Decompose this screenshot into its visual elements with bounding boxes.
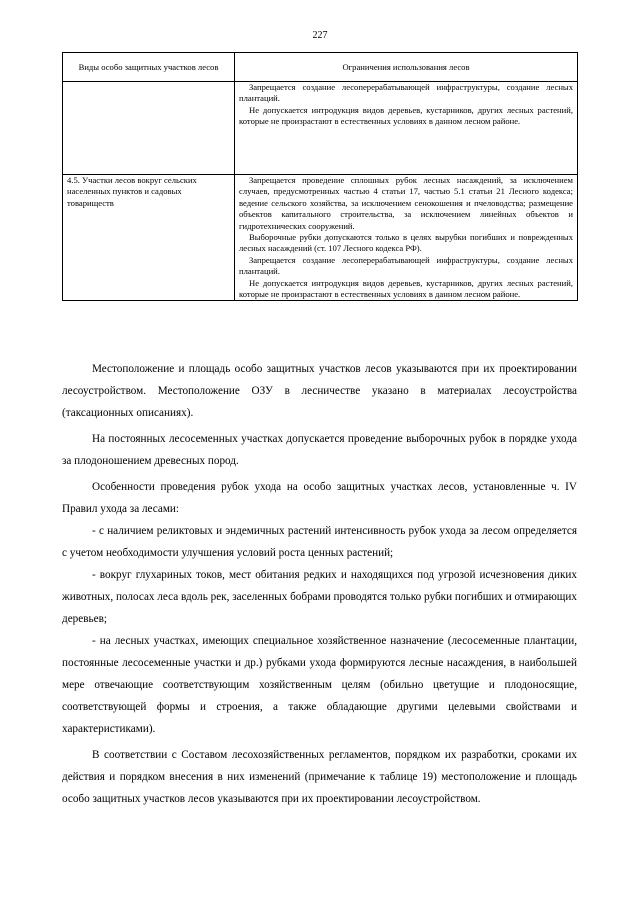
restriction-text: Не допускается интродукция видов деревьев, кустарников, других лесных растений, которые не произрастают в естественных условиях в данном лесном районе. [239, 104, 573, 127]
category-text: 4.5. Участки лесов вокруг сельских населенных пунктов и садовых товариществ [67, 175, 197, 208]
list-item: - с наличием реликтовых и эндемичных растений интенсивность рубок ухода за лесом определяется с учетом необходимости улучшения условий роста ценных растений; [62, 525, 577, 559]
list-item: - на лесных участках, имеющих специальное хозяйственное назначение (лесосеменные плантации, постоянные лесосеменные участки и др.) рубками ухода формируются лесные насаждения, в наибольшей мере отвечающие соответствующим хозяйственным целям (обильно цветущие и плодоносящие, соответствующей формы и строения, а также обладающие другими целевыми свойствами и характеристиками). [62, 635, 577, 735]
header-category: Виды особо защитных участков лесов [63, 53, 235, 82]
restrictions-table [62, 52, 578, 301]
restriction-text: Не допускается интродукция видов деревьев, кустарников, других лесных растений, которые не произрастают в естественных условиях в данном лесном районе. [239, 277, 573, 300]
body-text [62, 358, 577, 810]
page-number: 227 [312, 30, 328, 41]
header-restrictions: Ограничения использования лесов [235, 53, 578, 82]
restriction-text: Запрещается создание лесоперерабатывающей инфраструктуры, создание лесных плантаций. [239, 254, 573, 277]
list-item: - вокруг глухариных токов, мест обитания редких и находящихся под угрозой исчезновения диких животных, полосах леса вдоль рек, заселенных бобрами проводятся только рубки погибших и отмирающих деревьев; [62, 569, 577, 625]
restriction-text: Запрещается проведение сплошных рубок лесных насаждений, за исключением случаев, предусмотренных частью 4 статьи 17, частью 5.1 статьи 21 Лесного кодекса; ведение сельского хозяйства, за исключением сенокошения и пчеловодства; размещение объектов капитального строительства, за исключением линейных объектов и гидротехнических сооружений. [239, 175, 573, 231]
paragraph: Особенности проведения рубок ухода на особо защитных участках лесов, установленные ч. IV Правил ухода за лесами: [62, 481, 577, 515]
paragraph: В соответствии с Составом лесохозяйственных регламентов, порядком их разработки, сроками их действия и порядком внесения в них изменений (примечание к таблице 19) местоположение и площадь особо защитных участков лесов указываются при их проектировании лесоустройством. [62, 749, 577, 805]
restriction-text: Выборочные рубки допускаются только в целях вырубки погибших и поврежденных лесных насаждений (ст. 107 Лесного кодекса РФ). [239, 232, 573, 254]
paragraph: Местоположение и площадь особо защитных участков лесов указываются при их проектировании лесоустройством. Местоположение ОЗУ в лесничестве указано в материалах лесоустройства (таксационных описаниях). [62, 363, 577, 419]
restrictions-cell [235, 175, 578, 301]
table-row [63, 82, 578, 175]
category-cell [63, 175, 235, 301]
restrictions-cell [235, 82, 578, 175]
table-header-row [63, 53, 578, 82]
table-row [63, 175, 578, 301]
paragraph: На постоянных лесосеменных участках допускается проведение выборочных рубок в порядке ухода за плодоношением древесных пород. [62, 433, 577, 467]
restriction-text: Запрещается создание лесоперерабатывающей инфраструктуры, создание лесных плантаций. [239, 82, 573, 104]
category-cell [63, 82, 235, 175]
